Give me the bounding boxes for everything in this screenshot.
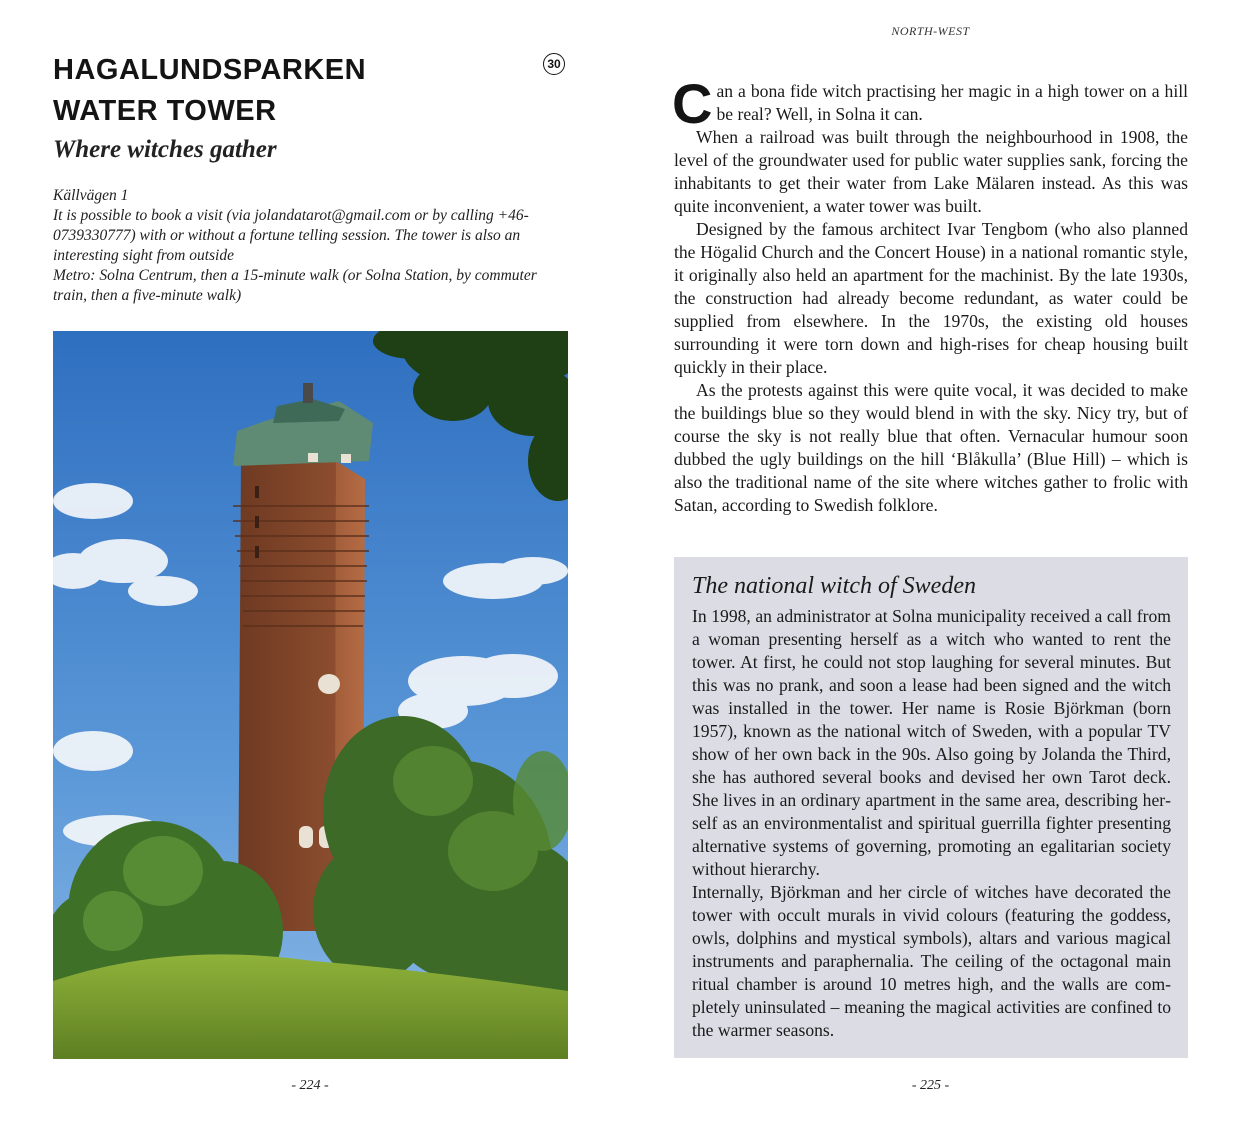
sidebar-paragraph-1: In 1998, an administrator at Solna municipality received a call from a woman presenting herself as a witch who wanted to rent the tower. At first, he could not stop laughing for several minutes. But this was no prank, and soon a lease had been signed and the witch was installed in the tower. Her name is Rosie Björkman (born 1957), known as the national witch of Sweden, with a popular TV show of her own back in the 90s. Also going by Jolanda the Third, she has authored several books and devised her own Tarot deck. She lives in an ordinary apartment in the same area, describing herself as an environmentalist and spiritual guerrilla fighter presenting alternative systems of governing, promoting an egalitarian society without hierarchy. xyxy=(692,606,1171,879)
water-tower-photo xyxy=(53,331,568,1059)
sidebar-box xyxy=(674,557,1188,1058)
metro-text: Metro: Solna Centrum, then a 15-minute walk (or Solna Station, by commuter train, then a five-minute walk) xyxy=(53,267,537,304)
left-page xyxy=(0,0,620,1123)
page-number-left: - 224 - xyxy=(291,1078,329,1093)
sidebar-title: The national witch of Sweden xyxy=(692,573,976,599)
page-number-right: - 225 - xyxy=(911,1078,950,1093)
right-page xyxy=(620,0,1241,1123)
address-text: Källvägen 1 xyxy=(53,187,129,204)
drop-cap: C xyxy=(672,72,713,135)
title-line-1: HAGALUNDSPARKEN xyxy=(53,54,367,86)
paragraph-4: As the protests against this were quite vocal, it was decided to make the buildings blue so they would blend in with the sky. Nicy try, but of course the sky is not really blue that often. Vernacular humour soon dubbed the ugly buildings on the hill ‘Blåkulla’ (Blue Hill) – which is also the traditional name of the site where witches gather to frolic with Satan, according to Swedish folklore. xyxy=(674,380,1188,515)
paragraph-1-text: an a bona fide witch practising her magic in a high tower on a hill be real? Well, in Solna it can. xyxy=(716,81,1188,124)
page-subtitle: Where witches gather xyxy=(53,136,277,163)
booking-text: It is possible to book a visit (via jolandatarot@gmail.com or by calling +46-0739330777) with or without a fortune telling session. The tower is also an interesting sight from outside xyxy=(53,207,529,264)
title-line-2: WATER TOWER xyxy=(53,95,277,127)
running-head: NORTH-WEST xyxy=(891,24,970,38)
paragraph-3: Designed by the famous architect Ivar Tengbom (who also planned the Högalid Church and the Concert House) in a national romantic style, it originally also held an apartment for the machinist. By the late 1930s, the construction had already become redundant, as water could be supplied from elsewhere. In the 1970s, the existing old houses surrounding it were torn down and high-rises for cheap housing built quickly in their place. xyxy=(674,219,1188,377)
paragraph-1 xyxy=(672,72,1188,135)
sidebar-paragraph-2: Internally, Björkman and her circle of witches have decorated the tower with occult murals in vivid colours (featuring the goddess, owls, dolphins and mystical symbols), altars and various magical instruments and paraphernalia. The ceiling of the octagonal main ritual chamber is around 10 metres high, and the walls are completely uninsulated – meaning the magical activities are confined to the warmer seasons. xyxy=(692,882,1171,1040)
page-title xyxy=(53,50,523,132)
main-article-text xyxy=(672,72,1188,517)
sidebar-text xyxy=(692,605,1171,1042)
site-number-badge: 30 xyxy=(543,53,565,75)
practical-info xyxy=(53,186,573,306)
paragraph-2: When a railroad was built through the neighbourhood in 1908, the level of the groundwater used for public water supplies sank, forcing the inhabitants to get their water from Lake Mälaren instead. As this was quite inconvenient, a water tower was built. xyxy=(674,127,1188,216)
